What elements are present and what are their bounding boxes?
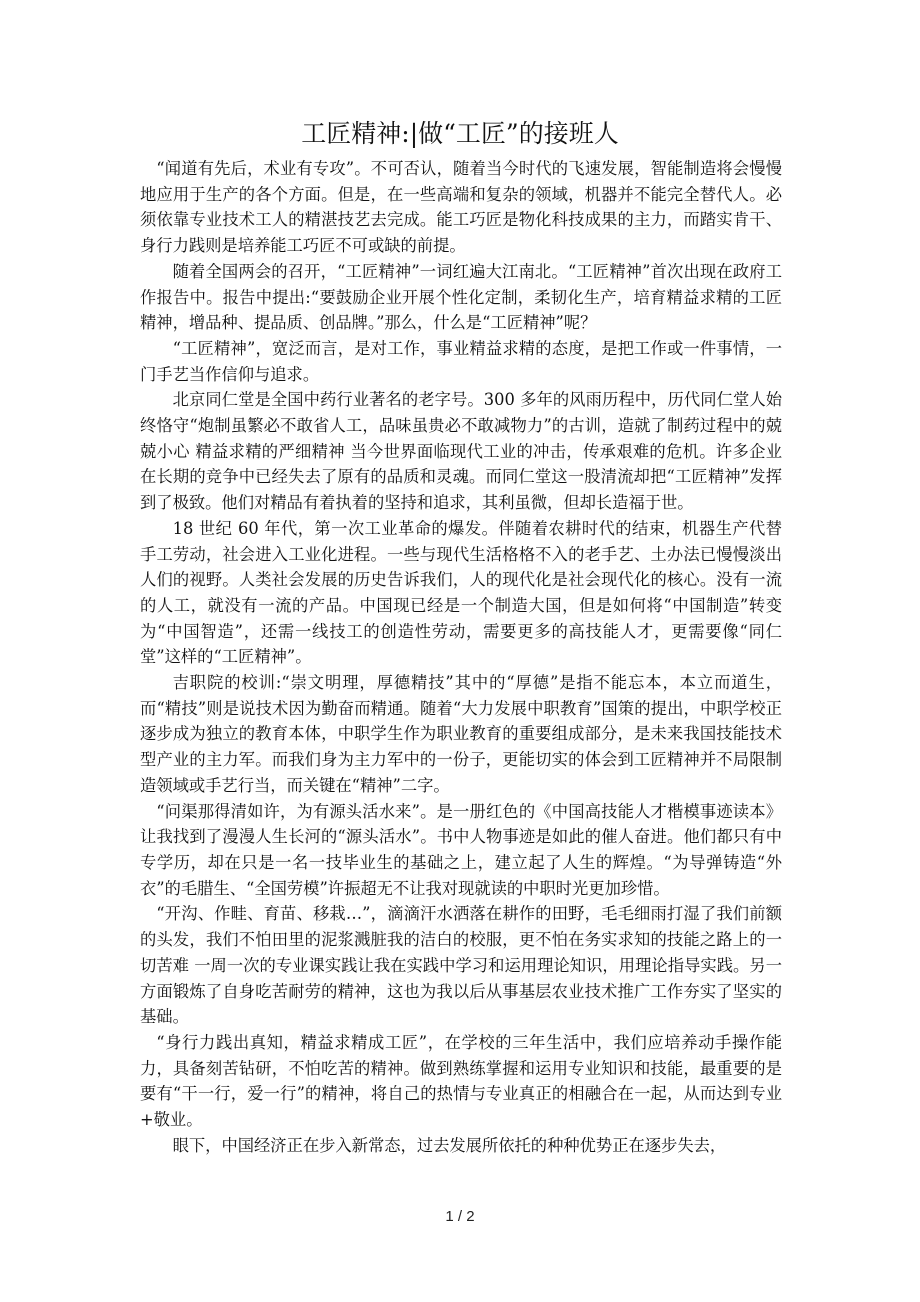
paragraph: 吉职院的校训:“崇文明理，厚德精技”其中的“厚德”是指不能忘本，本立而道生，而“精技”则是说技术因为勤奋而精通。随着“大力发展中职教育”国策的提出，中职学校正逐步成为独立的教育本体，中职学生作为职业教育的重要组成部分，是未来我国技能技术型产业的主力军。而我们身为主力军中的一份子，更能切实的体会到工匠精神并不局限制造领域或手艺行当，而关键在“精神”二字。 — [140, 673, 782, 795]
paragraph: 北京同仁堂是全国中药行业著名的老字号。300 多年的风雨历程中，历代同仁堂人始终恪守“炮制虽繁必不敢省人工，品味虽贵必不敢减物力”的古训，造就了制药过程中的兢兢小心 精益求精的严细精神 当今世界面临现代工业的冲击，传承艰难的危机。许多企业在长期的竞争中已经失去了原有的品质和灵魂。而同仁堂这一股清流却把“工匠精神”发挥到了极致。他们对精品有着执着的坚持和追求，其利虽微，但却长造福于世。 — [140, 390, 782, 513]
paragraph: 18 世纪 60 年代，第一次工业革命的爆发。伴随着农耕时代的结束，机器生产代替手工劳动，社会进入工业化进程。一些与现代生活格格不入的老手艺、土办法已慢慢淡出人们的视野。人类社会发展的历史告诉我们，人的现代化是社会现代化的核心。没有一流的人工，就没有一流的产品。中国现已经是一个制造大国，但是如何将“中国制造”转变为“中国智造”，还需一线技工的创造性劳动，需要更多的高技能人才，更需要像“同仁堂”这样的“工匠精神”。 — [140, 518, 782, 667]
paragraph: “开沟、作畦、育苗、移栽…”，滴滴汗水洒落在耕作的田野，毛毛细雨打湿了我们前额的头发，我们不怕田里的泥浆溅脏我的洁白的校服，更不怕在务实求知的技能之路上的一切苦难 一周一次的专业课实践让我在实践中学习和运用理论知识，用理论指导实践。另一方面锻炼了自身吃苦耐劳的精神，这也为我以后从事基层农业技术推广工作夯实了坚实的基础。 — [140, 904, 782, 1027]
paragraph: “问渠那得清如许，为有源头活水来”。是一册红色的《中国高技能人才楷模事迹读本》让我找到了漫漫人生长河的“源头活水”。书中人物事迹是如此的催人奋进。他们都只有中专学历，却在只是一名一技毕业生的基础之上，建立起了人生的辉煌。“为导弹铸造“外衣”的毛腊生、“全国劳模”许振超无不让我对现就读的中职时光更加珍惜。 — [140, 801, 782, 898]
paragraph: “闻道有先后，术业有专攻”。不可否认，随着当今时代的飞速发展，智能制造将会慢慢地应用于生产的各个方面。但是，在一些高端和复杂的领域，机器并不能完全替代人。必须依靠专业技术工人的精湛技艺去完成。能工巧匠是物化科技成果的主力，而踏实肯干、身行力践则是培养能工巧匠不可或缺的前提。 — [140, 159, 782, 256]
page-number: 1 / 2 — [445, 1208, 475, 1225]
paragraph: 随着全国两会的召开，“工匠精神”一词红遍大江南北。“工匠精神”首次出现在政府工作报告中。报告中提出:“要鼓励企业开展个性化定制，柔韧化生产，培育精益求精的工匠精神，增品种、提品质、创品牌。”那么，什么是“工匠精神”呢？ — [140, 261, 782, 333]
document-body — [140, 156, 782, 1158]
document-title: 工匠精神:|做“工匠”的接班人 — [301, 119, 619, 148]
paragraph: 眼下，中国经济正在步入新常态，过去发展所依托的种种优势正在逐步失去， — [172, 1135, 727, 1155]
paragraph: “工匠精神”，宽泛而言，是对工作，事业精益求精的态度，是把工作或一件事情，一门手艺当作信仰与追求。 — [140, 338, 782, 384]
paragraph: “身行力践出真知，精益求精成工匠”，在学校的三年生活中，我们应培养动手操作能力，具备刻苦钻研，不怕吃苦的精神。做到熟练掌握和运用专业知识和技能，最重要的是要有“干一行，爱一行”的精神，将自己的热情与专业真正的相融合在一起，从而达到专业+敬业。 — [140, 1032, 782, 1130]
